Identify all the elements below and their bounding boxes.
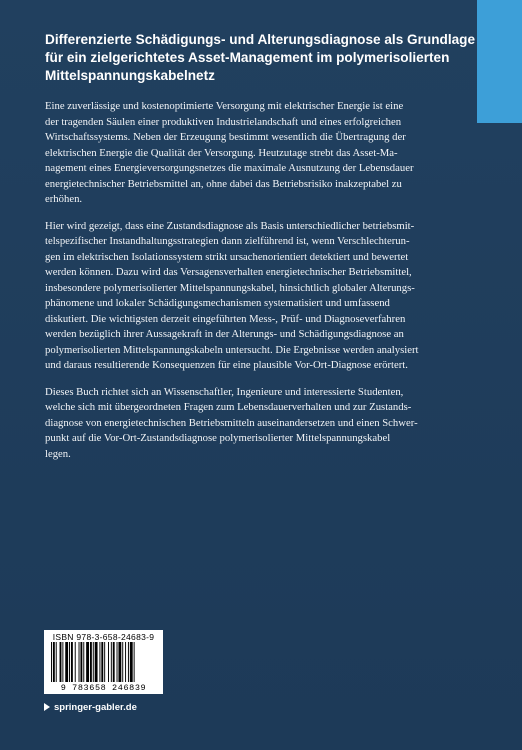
barcode-bar [101,642,103,682]
publisher-url: springer-gabler.de [54,701,137,713]
barcode-bar [62,642,63,682]
barcode-bar [93,642,94,682]
publisher-link[interactable] [44,700,137,714]
barcode-bar [128,642,129,682]
barcode-bar [104,642,105,682]
barcode-digits: 9 783658 246839 [60,683,147,693]
barcode-bar [71,642,73,682]
barcode-bar [118,642,121,682]
barcode-bar [134,642,135,682]
barcode-bar [80,642,82,682]
barcode-bars [51,642,156,682]
barcode-bar [83,642,84,682]
barcode-bar [99,642,100,682]
blurb-paragraph-2: Hier wird gezeigt, dass eine Zustandsdiagnose als Basis unterschiedlicher betriebsmit- telspezifischer Instandhaltungsstrategien dann zielführend ist, wenn Verschlechterun- gen im elektrischen Isolationssystem strikt ursachenorientiert detektiert und bewertet werden können. Dazu wird das Versagensverhalten energietechnischer Betriebsmittel, insbesondere polymerisolierter Mittelspannungskabel, hinsichtlich globaler Alterungs- phänomene und lokaler Schädigungsmechanismen systematisiert und umfassend diskutiert. Die wichtigsten derzeit eingeführten Mess-, Prüf- und Diagnoseverfahren werden bezüglich ihrer Aussagekraft in der Alterungs- und Schädigungsdiagnose an polymerisolierten Mittelspannungskabeln untersucht. Die Ergebnisse werden analysiert und daraus resultierende Konsequenzen für eine plausible Vor-Ort-Diagnose erörtert. [45,219,419,371]
barcode-bar [86,642,89,682]
barcode-bar [95,642,98,682]
blurb-paragraph-1: Eine zuverlässige und kostenoptimierte Versorgung mit elektrischer Energie ist eine der tragenden Säulen einer produktiven Industrielandschaft und eines erfolgreichen Wirtschaftssystems. Neben der Erzeugung bestimmt wesentlich die Übertragung der elektrischen Energie die Qualität der Versorgung. Heutzutage strebt das Asset-Ma- nagement eines Energieversorgungsnetzes die maximale Ausnutzung der Lebensdauer energietechnischer Betriebsmittel an, ohne dabei das Betriebsrisiko inakzeptabel zu erhöhen. [45,100,414,205]
blurb-paragraph-3: Dieses Buch richtet sich an Wissenschaftler, Ingenieure und interessierte Studenten, welche sich mit übergeordneten Fragen zum Lebensdauerverhalten und zur Zustands- diagnose von energietechnischen Betriebsmitteln auseinandersetzen und einen Schwer- punkt auf die Vor-Ort-Zustandsdiagnose polymerisolierter Mittelspannungskabel legen. [45,385,418,460]
isbn-barcode [44,630,163,694]
barcode-bar [53,642,55,682]
barcode-bar [75,642,76,682]
barcode-bar [108,642,109,682]
barcode-bar [56,642,57,682]
barcode-bar [90,642,92,682]
text-block [45,31,477,473]
barcode-bar [60,642,62,682]
arrow-right-icon [44,703,50,711]
barcode-bar [130,642,133,682]
barcode-bar [113,642,115,682]
barcode-bar [125,642,126,682]
accent-strip [477,0,522,123]
barcode-bar [117,642,118,682]
barcode-bar [79,642,80,682]
barcode-bar [65,642,68,682]
barcode-bar [122,642,123,682]
barcode-bar [69,642,70,682]
barcode-bar [51,642,52,682]
isbn-label: ISBN 978-3-658-24683-9 [52,632,155,642]
barcode-bar [111,642,112,682]
cover-headline: Differenzierte Schädigungs- und Alterungsdiagnose als Grundlage für ein zielgerichtetes Asset-Management im polymerisolierten Mittelspannungskabelnetz [45,32,476,83]
